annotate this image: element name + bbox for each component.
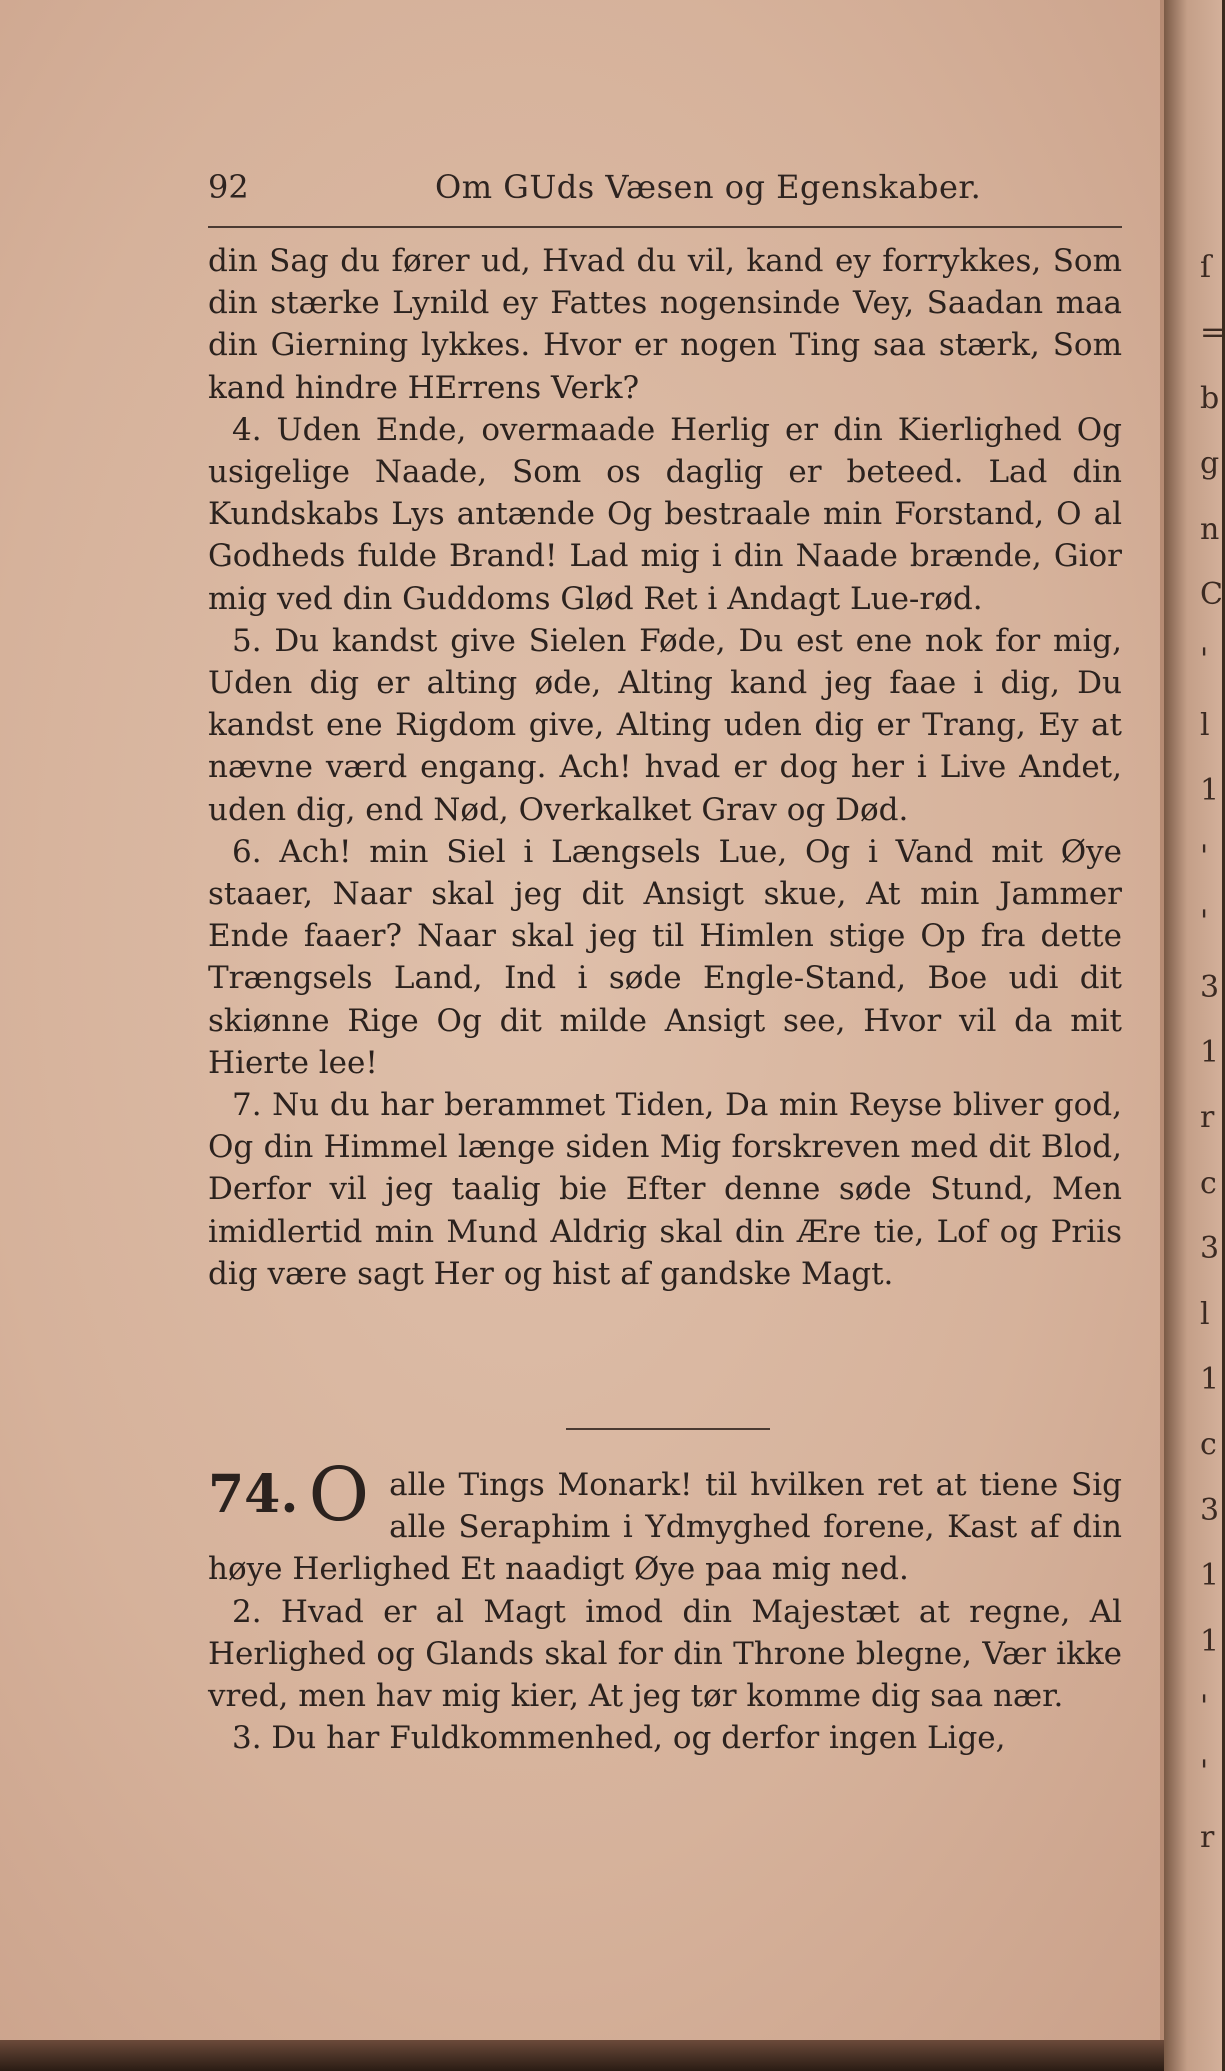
- facing-page-fragment: c: [1200, 1165, 1217, 1201]
- page-header: [208, 168, 1122, 216]
- facing-page-fragment: n: [1200, 511, 1220, 547]
- facing-page-fragment: l: [1200, 707, 1210, 743]
- hymn-number: 74.: [208, 1464, 299, 1525]
- verse-paragraph: din Sag du fører ud, Hvad du vil, kand ey forrykkes, Som din stærke Lynild ey Fattes nogensinde Vey, Saadan maa din Gierning lykkes. Hvor er nogen Ting saa stærk, Som kand hindre HErrens Verk?: [208, 243, 1122, 406]
- verse-paragraph: 6. Ach! min Siel i Længsels Lue, Og i Vand mit Øye staaer, Naar skal jeg dit Ansigt skue, At min Jammer Ende faaer? Naar skal jeg til Himlen stige Op fra dette Trængsels Land, Ind i søde Engle-Stand, Boe udi dit skiønne Rige Og dit milde Ansigt see, Hvor vil da mit Hierte lee!: [208, 833, 1122, 1081]
- facing-page-fragment: 1: [1200, 1361, 1220, 1397]
- verse-paragraph: 3. Du har Fuldkommenhed, og derfor ingen Lige,: [232, 1720, 1006, 1757]
- facing-page-fragment: 3: [1200, 1492, 1220, 1528]
- facing-page-fragment: 1: [1200, 1623, 1220, 1659]
- facing-page-fragment: =: [1200, 315, 1225, 351]
- header-rule: [208, 226, 1122, 228]
- facing-page-fragment: 1: [1200, 1034, 1220, 1070]
- facing-page-fragment: r: [1200, 1819, 1215, 1855]
- drop-cap: O: [308, 1452, 370, 1538]
- facing-page-fragment: c: [1200, 1427, 1217, 1463]
- facing-page-fragment: 3: [1200, 969, 1220, 1005]
- facing-page-fragment: 1: [1200, 1558, 1220, 1594]
- facing-page-fragment: C: [1200, 577, 1223, 613]
- facing-page-fragment: ': [1200, 1689, 1209, 1725]
- facing-page-fragment: ': [1200, 1754, 1209, 1790]
- facing-page-fragment: 3: [1200, 1231, 1220, 1267]
- facing-page-fragment: b: [1200, 380, 1220, 416]
- facing-page-fragment: g: [1200, 446, 1220, 482]
- hymn-first-paragraph: [208, 1452, 1122, 1591]
- facing-page-fragment: ': [1200, 642, 1209, 678]
- hymn-73-continuation: [208, 240, 1122, 1295]
- facing-page-fragment: ': [1200, 838, 1209, 874]
- verse-paragraph: 4. Uden Ende, overmaade Herlig er din Kierlighed Og usigelige Naade, Som os daglig er beteed. Lad din Kundskabs Lys antænde Og bestraale min Forstand, O al Godheds fulde Brand! Lad mig i din Naade brænde, Gior mig ved din Guddoms Glød Ret i Andagt Lue-rød.: [208, 411, 1122, 617]
- facing-page-fragment: r: [1200, 1100, 1215, 1136]
- verse-paragraph: 2. Hvad er al Magt imod din Majestæt at regne, Al Herlighed og Glands skal for din Throne blegne, Vær ikke vred, men hav mig kier, At jeg tør komme dig saa nær.: [208, 1593, 1122, 1715]
- running-title: Om GUds Væsen og Egenskaber.: [435, 168, 982, 206]
- facing-page-fragment: 1: [1200, 773, 1220, 809]
- verse-paragraph: 7. Nu du har berammet Tiden, Da min Reyse bliver god, Og din Himmel længe siden Mig forskreven med dit Blod, Derfor vil jeg taalig bie Efter denne søde Stund, Men imidlertid min Mund Aldrig skal din Ære tie, Lof og Priis dig være sagt Her og hist af gandske Magt.: [208, 1087, 1122, 1292]
- page-number: 92: [208, 168, 249, 206]
- facing-page-fragment: l: [1200, 1296, 1210, 1332]
- hymn-first-text: alle Tings Monark! til hvilken ret at tiene Sig alle Seraphim i Ydmyghed forene, Kast af din høye Herlighed Et naadigt Øye paa mig ned.: [208, 1467, 1122, 1588]
- hymn-divider: [566, 1428, 770, 1430]
- hymn-74: [208, 1452, 1122, 1759]
- facing-page-fragment: ': [1200, 904, 1209, 940]
- facing-page-fragment: ſ: [1200, 250, 1212, 285]
- page-bottom-edge: [0, 2040, 1164, 2071]
- verse-paragraph: 5. Du kandst give Sielen Føde, Du est ene nok for mig, Uden dig er alting øde, Alting kand jeg faae i dig, Du kandst ene Rigdom give, Alting uden dig er Trang, Ey at nævne værd engang. Ach! hvad er dog her i Live Andet, uden dig, end Nød, Overkalket Grav og Død.: [208, 622, 1122, 828]
